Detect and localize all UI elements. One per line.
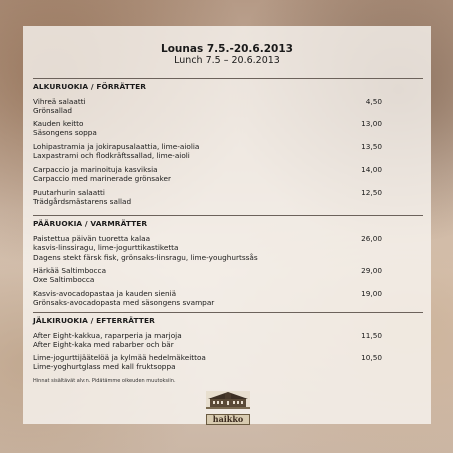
item-name-sv: Oxe Saltimbocca (33, 275, 95, 285)
item-name-fi: Lime-jogurttijäätelöä ja kylmää hedelmäkeittoa (33, 353, 206, 362)
item-name-fi: Vihreä salaatti (33, 97, 86, 106)
item-price: 12,50 (361, 188, 382, 197)
section-heading-mains: PÄÄRUOKIA / VARMRÄTTER (33, 215, 423, 228)
item-name-fi: Puutarhurin salaatti (33, 188, 105, 197)
menu-title-finnish: Lounas 7.5.-20.6.2013 (161, 43, 293, 55)
item-price: 26,00 (361, 234, 382, 243)
item-name-fi: Carpaccio ja marinoituja kasviksia (33, 165, 158, 174)
item-price: 10,50 (361, 353, 382, 362)
menu-item (33, 266, 423, 285)
item-name-fi-cont: kasvis-linssiragu, lime-jogurttikastiketta (33, 243, 179, 253)
item-price: 11,50 (361, 331, 382, 340)
menu-item (33, 142, 423, 161)
item-name-fi: Paistettua päivän tuoretta kalaa (33, 234, 151, 243)
menu-sheet (23, 26, 431, 424)
item-price: 19,00 (361, 289, 382, 298)
haikko-logo (206, 391, 250, 424)
menu-item (33, 331, 423, 350)
menu-item (33, 165, 423, 184)
item-name-sv: Lime-yoghurtglass med kall fruktsoppa (33, 362, 176, 372)
item-name-sv: Laxpastrami och flodkräftssallad, lime-aioli (33, 151, 190, 161)
menu-item (33, 97, 423, 116)
item-name-sv: Dagens stekt färsk fisk, grönsaks-linsragu, lime-youghurtssås (33, 252, 258, 262)
item-name-fi: Kauden keitto (33, 119, 84, 128)
menu-item (33, 234, 423, 262)
price-note: Hinnat sisältävät alv:n. Pidätämme oikeuden muutoksiin. (33, 378, 176, 384)
item-name-sv: Grönsallad (33, 106, 73, 116)
item-name-fi: After Eight-kakkua, raparperia ja marjoja (33, 331, 182, 340)
item-price: 14,00 (361, 165, 382, 174)
item-price: 4,50 (365, 97, 382, 106)
item-name-sv: Trädgårdsmästarens sallad (33, 197, 132, 207)
item-price: 29,00 (361, 266, 382, 275)
item-price: 13,50 (361, 142, 382, 151)
menu-item (33, 353, 423, 372)
section-heading-desserts: JÄLKIRUOKIA / EFTERRÄTTER (33, 312, 423, 325)
item-name-sv: After Eight-kaka med rabarber och bär (33, 340, 174, 350)
item-name-sv: Carpaccio med marinerade grönsaker (33, 174, 171, 184)
menu-item (33, 188, 423, 207)
item-name-fi: Kasvis-avocadopastaa ja kauden sieniä (33, 289, 177, 298)
item-price: 13,00 (361, 119, 382, 128)
item-name-fi: Härkää Saltimbocca (33, 266, 107, 275)
item-name-sv: Grönsaks-avocadopasta med säsongens svampar (33, 298, 215, 308)
item-name-sv: Säsongens soppa (33, 128, 97, 138)
section-heading-starters: ALKURUOKIA / FÖRRÄTTER (33, 78, 423, 91)
logo-wordmark: haikko (206, 414, 250, 425)
item-name-fi: Lohipastramia ja jokirapusalaattia, lime-aiolia (33, 142, 200, 151)
menu-item (33, 289, 423, 308)
manor-building-icon (206, 391, 250, 409)
menu-title-swedish: Lunch 7.5 – 20.6.2013 (174, 55, 280, 66)
menu-item (33, 119, 423, 138)
